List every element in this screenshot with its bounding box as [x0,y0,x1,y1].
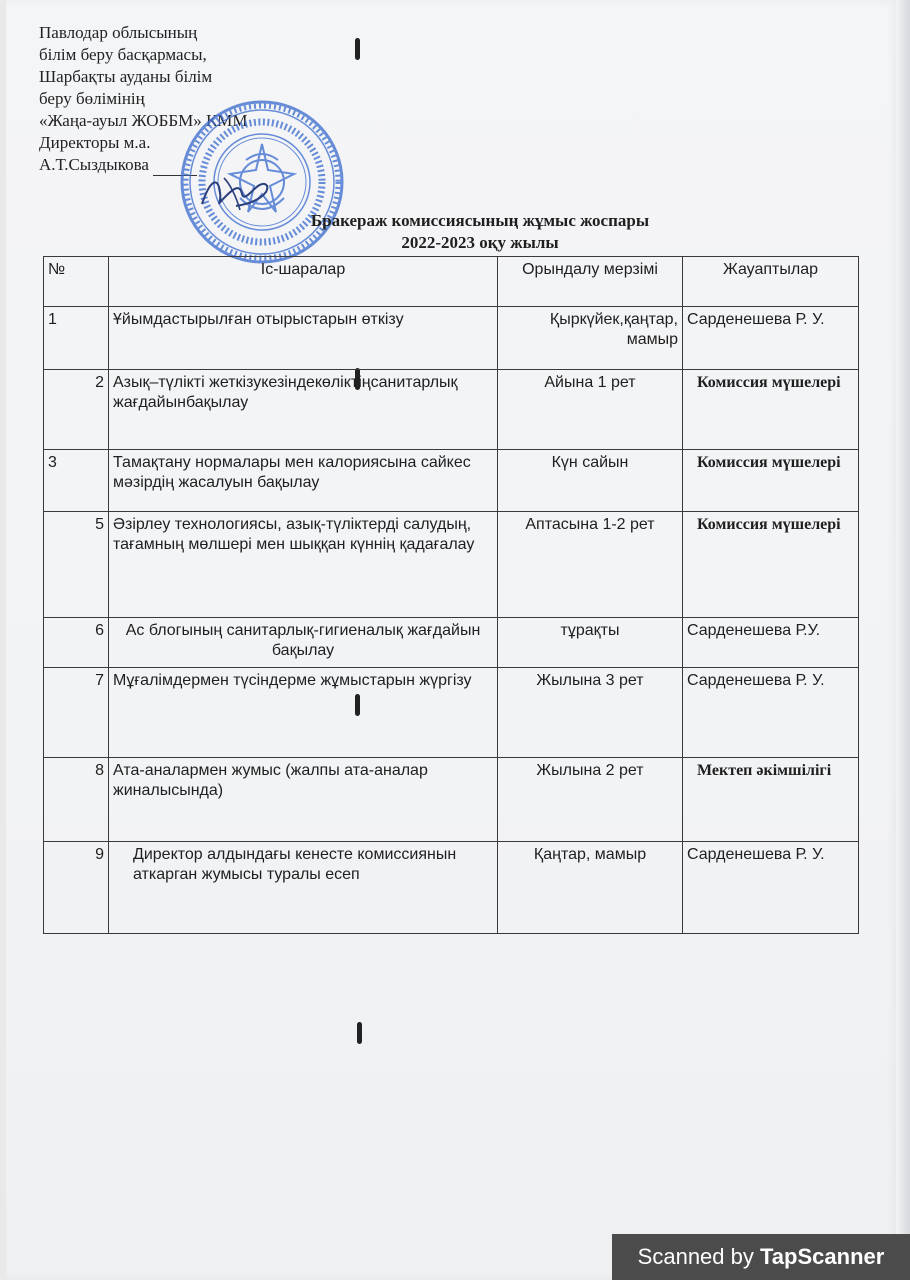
row-number: 1 [44,307,109,370]
approval-line: Шарбақты ауданы білім [39,67,213,86]
row-responsible: Комиссия мүшелері [683,450,859,512]
approval-line: Директоры м.а. [39,133,151,152]
row-number: 6 [44,618,109,668]
row-deadline: Күн сайын [498,450,683,512]
approval-line: білім беру басқармасы, [39,45,207,64]
row-activity: Азық–түлікті жеткізукезіндекөліктіңсанитарлық жағдайынбақылау [109,370,498,450]
plan-table [43,256,859,934]
row-responsible: Мектеп әкімшілігі [683,758,859,842]
row-number: 9 [44,842,109,934]
row-activity: Мұғалімдермен түсіндерме жұмыстарын жүргізу [109,668,498,758]
title-year: 2022-2023 оқу жылы [401,233,559,252]
handwritten-signature [196,170,276,214]
table-row [44,307,859,370]
row-deadline: Айына 1 рет [498,370,683,450]
row-activity: Әзірлеу технологиясы, азық-түліктерді салудың, тағамның мөлшері мен шыққан күннің қадағалау [109,512,498,618]
paper-edge [896,0,910,1280]
row-responsible: Сарденешева Р. У. [683,842,859,934]
table-row [44,842,859,934]
approval-line: беру бөлімінің [39,89,145,108]
row-deadline: Аптасына 1-2 рет [498,512,683,618]
row-activity: Ұйымдастырылған отырыстарын өткізу [109,307,498,370]
row-activity: Директор алдындағы кенесте комиссиянын аткарган жумысы туралы есеп [109,842,498,934]
header-deadline: Орындалу мерзімі [498,257,683,307]
approval-line: Павлодар облысының [39,23,198,42]
scanner-watermark-badge [612,1234,910,1280]
header-activities: Іс-шаралар [109,257,498,307]
row-number: 8 [44,758,109,842]
table-row [44,758,859,842]
row-responsible: Комиссия мүшелері [683,512,859,618]
badge-brand: TapScanner [760,1244,885,1269]
document-title [200,210,760,254]
row-activity: Ата-аналармен жумыс (жалпы ата-аналар жиналысында) [109,758,498,842]
approval-line: «Жаңа-ауыл ЖОББМ» КММ [39,111,248,130]
row-number: 2 [44,370,109,450]
binder-hole [357,1022,362,1044]
row-responsible: Сарденешева Р.У. [683,618,859,668]
table-row [44,512,859,618]
row-activity: Тамақтану нормалары мен калориясына сайкес мәзірдің жасалуын бақылау [109,450,498,512]
row-responsible: Комиссия мүшелері [683,370,859,450]
row-number: 7 [44,668,109,758]
header-number: № [44,257,109,307]
table-header-row [44,257,859,307]
row-deadline: тұрақты [498,618,683,668]
table-row [44,668,859,758]
table-row [44,450,859,512]
approval-line: А.Т.Сыздыкова [39,155,149,174]
row-deadline: Қаңтар, мамыр [498,842,683,934]
row-number: 3 [44,450,109,512]
row-deadline: Жылына 3 рет [498,668,683,758]
row-deadline: Қыркүйек,қаңтар, мамыр [498,307,683,370]
row-number: 5 [44,512,109,618]
table-row [44,618,859,668]
row-activity: Ас блогының санитарлық-гигиеналық жағдайын бақылау [109,618,498,668]
badge-prefix: Scanned by [637,1244,754,1269]
title-line: Бракераж комиссиясының жұмыс жоспары [310,211,650,230]
row-deadline: Жылына 2 рет [498,758,683,842]
table-row [44,370,859,450]
row-responsible: Сарденешева Р. У. [683,668,859,758]
header-responsible: Жауаптылар [683,257,859,307]
row-responsible: Сарденешева Р. У. [683,307,859,370]
